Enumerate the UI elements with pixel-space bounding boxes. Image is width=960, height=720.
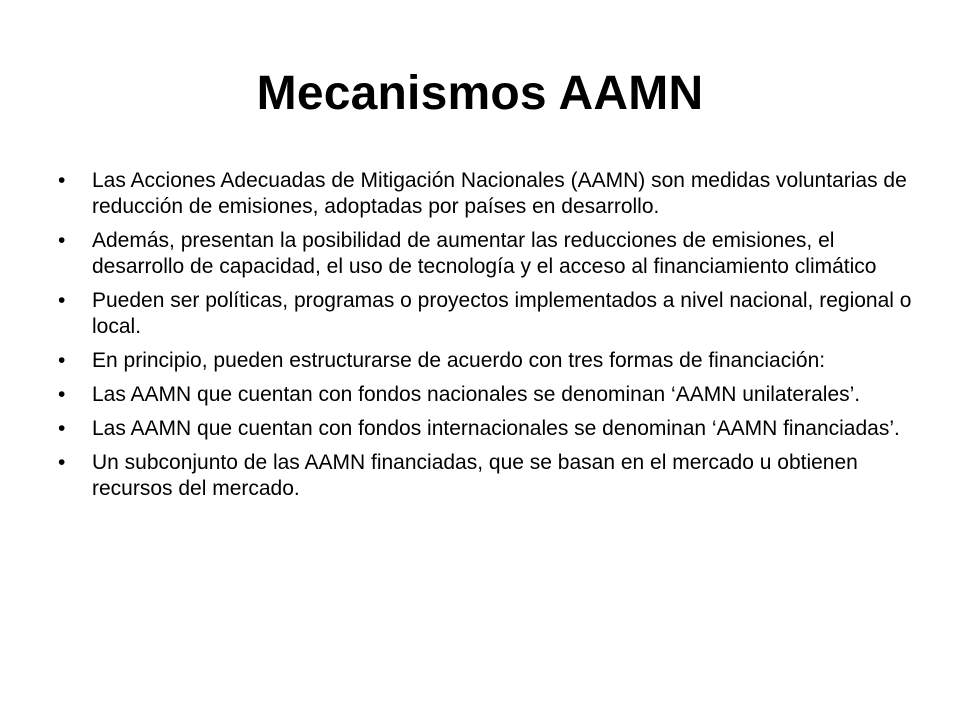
bullet-item: [58, 450, 918, 502]
bullet-text: Las AAMN que cuentan con fondos nacionales se denominan ‘AAMN unilaterales’.: [92, 383, 861, 406]
bullet-text: Pueden ser políticas, programas o proyectos implementados a nivel nacional, regional o local.: [92, 289, 912, 338]
bullet-list: [58, 168, 918, 510]
bullet-text: Un subconjunto de las AAMN financiadas, que se basan en el mercado u obtienen recursos del mercado.: [92, 451, 858, 500]
bullet-item: [58, 168, 918, 220]
bullet-item: [58, 348, 918, 374]
bullet-text: Las Acciones Adecuadas de Mitigación Nacionales (AAMN) son medidas voluntarias de reducción de emisiones, adoptadas por países en desarrollo.: [92, 169, 907, 218]
bullet-icon: •: [58, 229, 66, 252]
bullet-icon: •: [58, 383, 66, 406]
bullet-text: En principio, pueden estructurarse de acuerdo con tres formas de financiación:: [92, 349, 826, 372]
bullet-text: Las AAMN que cuentan con fondos internacionales se denominan ‘AAMN financiadas’.: [92, 417, 900, 440]
bullet-icon: •: [58, 349, 66, 372]
bullet-icon: •: [58, 451, 66, 474]
slide-title: Mecanismos AAMN: [256, 67, 704, 120]
bullet-icon: •: [58, 417, 66, 440]
bullet-item: [58, 228, 918, 280]
bullet-item: [58, 382, 918, 408]
bullet-item: [58, 288, 918, 340]
bullet-text: Además, presentan la posibilidad de aumentar las reducciones de emisiones, el desarrollo de capacidad, el uso de tecnología y el acceso al financiamiento climático: [92, 229, 877, 278]
bullet-icon: •: [58, 289, 66, 312]
bullet-item: [58, 416, 918, 442]
bullet-icon: •: [58, 169, 66, 192]
